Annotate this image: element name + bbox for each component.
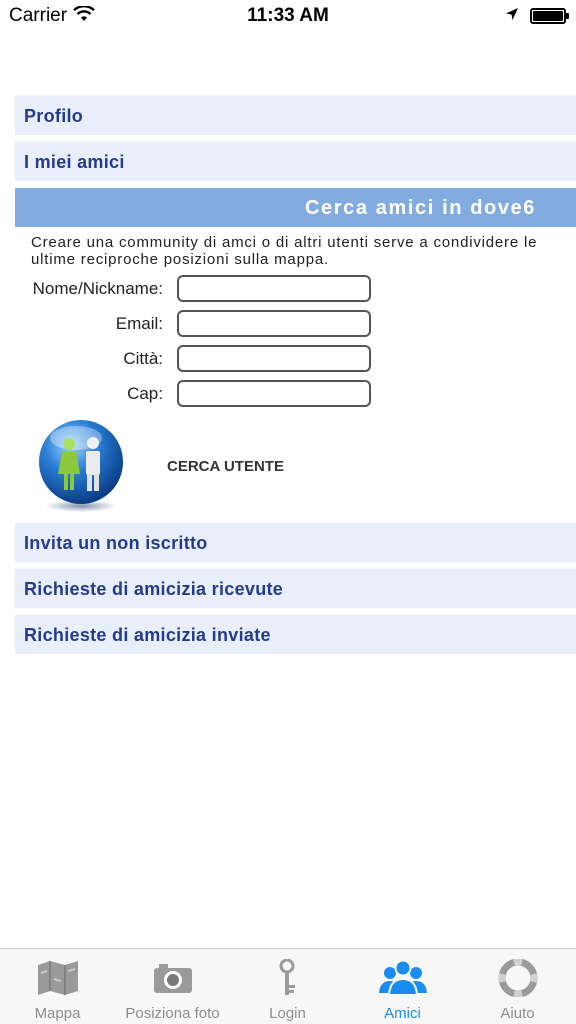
community-description: Creare una community di amci o di altri utenti serve a condividere le ultime reciproche posizioni sulla mappa. (31, 234, 538, 268)
tab-aiuto[interactable] (460, 949, 575, 1024)
map-icon (37, 959, 79, 997)
invita-label: Invita un non iscritto (24, 533, 208, 553)
tab-aiuto-label: Aiuto (500, 1005, 535, 1022)
citta-row (0, 345, 576, 375)
email-row (0, 310, 576, 340)
cerca-amici-header (15, 188, 576, 227)
tab-posiziona-foto-label: Posiziona foto (125, 1005, 220, 1022)
richieste-inviate-row[interactable] (15, 614, 576, 654)
tab-amici-label: Amici (384, 1005, 421, 1022)
miei-amici-row[interactable] (15, 141, 576, 181)
tab-mappa[interactable] (0, 949, 115, 1024)
users-search-icon[interactable] (36, 418, 126, 514)
tab-posiziona-foto[interactable] (115, 949, 230, 1024)
profilo-label: Profilo (24, 106, 84, 126)
cerca-utente-button[interactable]: CERCA UTENTE (167, 458, 284, 475)
lifebuoy-icon (497, 959, 539, 997)
tab-amici[interactable] (345, 949, 460, 1024)
camera-icon (152, 959, 194, 997)
cap-row (0, 380, 576, 410)
profilo-row[interactable] (15, 95, 576, 135)
richieste-ricevute-label: Richieste di amicizia ricevute (24, 579, 284, 599)
key-icon (267, 959, 309, 997)
location-arrow-icon (505, 7, 519, 26)
tab-mappa-label: Mappa (34, 1005, 81, 1022)
nickname-row (0, 275, 576, 305)
miei-amici-label: I miei amici (24, 152, 125, 172)
battery-icon (530, 8, 566, 24)
tab-bar (0, 948, 576, 1024)
cerca-amici-title: Cerca amici in dove6 (305, 197, 536, 219)
carrier-label: Carrier (9, 5, 68, 26)
richieste-inviate-label: Richieste di amicizia inviate (24, 625, 271, 645)
clock-label: 11:33 AM (247, 5, 329, 26)
nickname-label: Nome/Nickname: (32, 279, 163, 298)
citta-field[interactable] (177, 345, 371, 372)
nickname-field[interactable] (177, 275, 371, 302)
tab-login[interactable] (230, 949, 345, 1024)
cap-label: Cap: (127, 384, 163, 403)
citta-label: Città: (123, 349, 163, 368)
email-field[interactable] (177, 310, 371, 337)
richieste-ricevute-row[interactable] (15, 568, 576, 608)
invita-row[interactable] (15, 522, 576, 562)
status-bar (0, 0, 576, 32)
cap-field[interactable] (177, 380, 371, 407)
email-label: Email: (115, 314, 163, 333)
people-icon (382, 959, 424, 997)
tab-login-label: Login (269, 1005, 306, 1022)
